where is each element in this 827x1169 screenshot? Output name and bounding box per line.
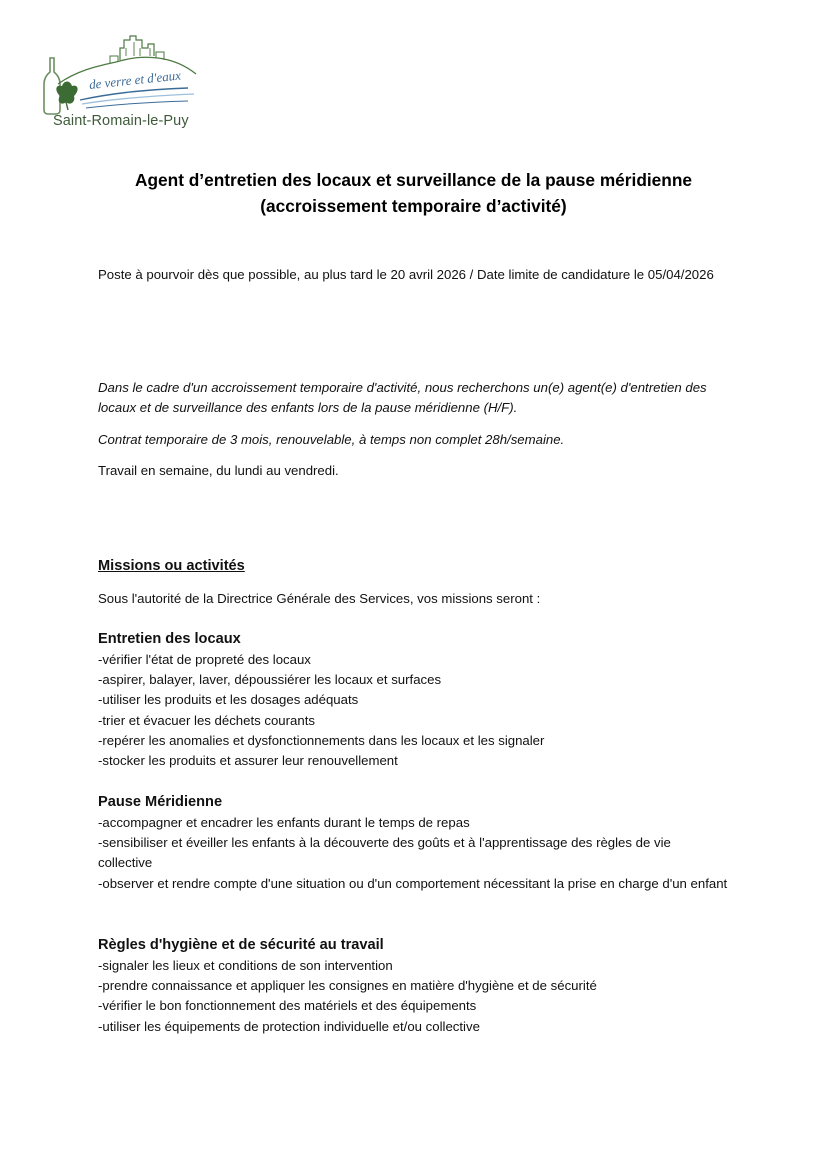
- list-item: -accompagner et encadrer les enfants durant le temps de repas: [98, 815, 470, 830]
- section-list-pause: [98, 813, 728, 894]
- authority-text: Sous l'autorité de la Directrice Générale des Services, vos missions seront :: [98, 591, 541, 606]
- list-item: -repérer les anomalies et dysfonctionnements dans les locaux et les signaler: [98, 732, 545, 748]
- list-item: -stocker les produits et assurer leur renouvellement: [98, 753, 398, 769]
- availability-text: Poste à pourvoir dès que possible, au plus tard le 20 avril 2026 / Date limite de candidature le 05/04/2026: [98, 267, 714, 282]
- section-title-entretien: Entretien des locaux: [98, 631, 241, 647]
- list-item: -vérifier le bon fonctionnement des matériels et des équipements: [98, 998, 477, 1014]
- contract-text: Contrat temporaire de 3 mois, renouvelable, à temps non complet 28h/semaine.: [98, 432, 565, 447]
- job-title-line-1: Agent d’entretien des locaux et surveillance de la pause méridienne: [134, 170, 693, 190]
- municipality-logo: [38, 26, 208, 136]
- section-title-hygiene: Règles d'hygiène et de sécurité au travail: [98, 937, 384, 953]
- list-item: -vérifier l'état de propreté des locaux: [98, 652, 311, 667]
- section-list-hygiene: [98, 956, 728, 1037]
- logo-slogan: de verre et d'eaux: [88, 67, 182, 93]
- list-item: -utiliser les équipements de protection individuelle et/ou collective: [98, 1018, 480, 1034]
- section-list-entretien: [98, 650, 728, 771]
- missions-heading: Missions ou activités: [98, 558, 245, 574]
- context-text: Dans le cadre d'un accroissement temporaire d'activité, nous recherchons un(e) agent(e) d'entretien des locaux et de surveillance des enfants lors de la pause méridienne (H/F).: [98, 380, 707, 415]
- list-item: -sensibiliser et éveiller les enfants à la découverte des goûts et à l'apprentissage des règles de vie collective: [98, 835, 671, 871]
- job-title: [60, 167, 767, 219]
- list-item: -observer et rendre compte d'une situation ou d'un comportement nécessitant la prise en charge d'un enfant: [98, 875, 728, 891]
- list-item: -signaler les lieux et conditions de son intervention: [98, 958, 393, 973]
- list-item: -trier et évacuer les déchets courants: [98, 712, 315, 728]
- section-title-pause: Pause Méridienne: [98, 794, 223, 810]
- job-title-line-2: (accroissement temporaire d’activité): [260, 196, 567, 216]
- list-item: -aspirer, balayer, laver, dépoussiérer les locaux et surfaces: [98, 672, 442, 688]
- logo-town-name: Saint-Romain-le-Puy: [53, 113, 189, 129]
- list-item: -utiliser les produits et les dosages adéquats: [98, 692, 359, 708]
- list-item: -prendre connaissance et appliquer les consignes en matière d'hygiène et de sécurité: [98, 978, 597, 994]
- schedule-text: Travail en semaine, du lundi au vendredi.: [98, 463, 339, 478]
